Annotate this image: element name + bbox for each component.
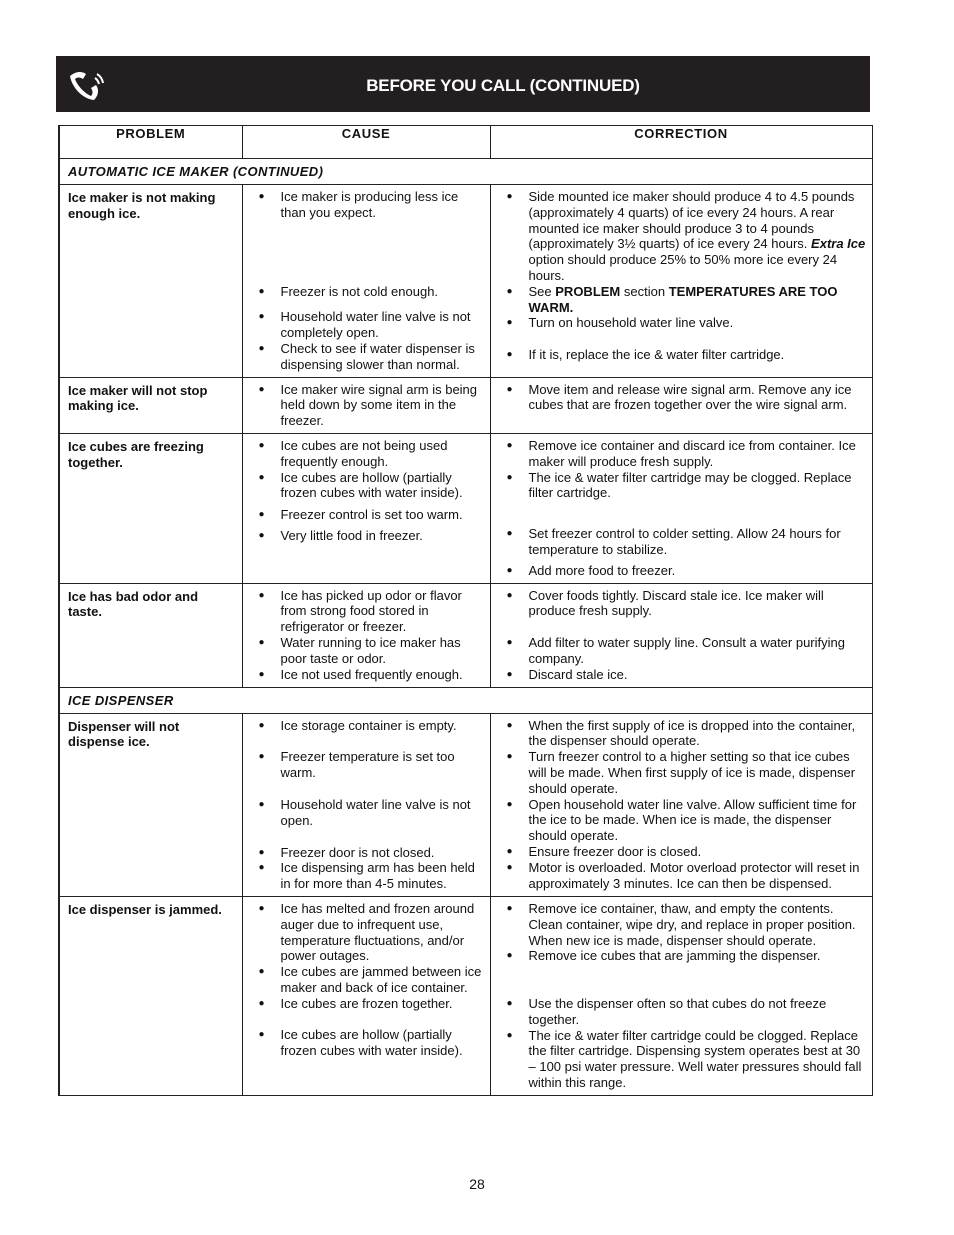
table-row [59,377,872,433]
item-text-content: Ice cubes are hollow (partially frozen cubes with water inside). [280,469,463,501]
item-text-content: Ice storage container is empty. [280,717,457,733]
cause-cell [242,896,490,1095]
bullet-icon: ● [506,719,513,731]
item-text [281,964,484,996]
cause-item [243,860,484,892]
item-text-content: Discard stale ice. [528,666,628,682]
item-text-content: Freezer door is not closed. [280,844,435,860]
cause-item [243,507,484,523]
item-text [529,588,866,620]
item-text [529,470,866,502]
bullet-icon: ● [506,950,513,962]
item-text-content: Ice cubes are hollow (partially frozen cubes with water inside). [280,1027,463,1059]
section-row [59,687,872,713]
bullet-icon: ● [506,902,513,914]
item-text-content: The ice & water filter cartridge may be clogged. Replace filter cartridge. [528,469,852,501]
correction-item [491,996,866,1028]
problem-reference: PROBLEM [555,283,621,299]
cause-item [243,284,484,300]
bullet-icon: ● [258,311,265,323]
cause-item [243,749,484,781]
cause-cell [242,377,490,433]
correction-cell [490,433,872,583]
item-text-content: Open household water line valve. Allow sufficient time for the ice to be made. When ice is made, the dispenser should operate. [528,796,857,844]
item-text [529,1028,866,1091]
bullet-icon: ● [506,798,513,810]
correction-cell [490,185,872,378]
item-text [529,948,866,964]
item-text-content: Ensure freezer door is closed. [528,843,702,859]
item-text [281,845,484,861]
cause-item [243,189,484,221]
bullet-icon: ● [258,862,265,874]
bullet-icon: ● [506,998,513,1010]
item-text [281,309,484,341]
item-text [529,563,866,579]
cause-item [243,667,484,683]
bullet-icon: ● [506,589,513,601]
correction-item [491,382,866,414]
item-text-content: Add filter to water supply line. Consult a water purifying company. [528,635,845,666]
correction-item [491,315,866,331]
item-text-content: Side mounted ice maker should produce 4 to 4.5 pounds (approximately 4 quarts) of ice every 24 hours. A rear mounted ice maker should produce 3 to 4 pounds (approximately 3½ quarts) of ice every 24 hours. [528,189,855,252]
item-text [529,189,866,284]
table-row [59,713,872,896]
item-text-content: Ice cubes are jammed between ice maker and back of ice container. [280,964,482,995]
item-text-content: Move item and release wire signal arm. Remove any ice cubes that are frozen together over the wire signal arm. [528,381,852,413]
item-text-content: Ice cubes are not being used frequently enough. [280,437,448,469]
bullet-icon: ● [258,997,265,1009]
item-text-mid: section [623,283,666,299]
correction-item [491,718,866,750]
cause-item [243,901,484,964]
item-text [281,382,484,429]
item-text [281,189,484,221]
bullet-icon: ● [506,383,513,395]
table-row [59,583,872,687]
item-text-content: Check to see if water dispenser is dispensing slower than normal. [280,340,475,372]
item-text [529,844,866,860]
bullet-icon: ● [506,861,513,873]
header-banner [56,56,870,112]
bullet-icon: ● [506,637,513,649]
item-text-content: Ice maker is producing less ice than you expect. [280,189,459,220]
column-header-problem: PROBLEM [59,126,242,159]
troubleshooting-table [58,125,873,1096]
bullet-icon: ● [506,285,513,297]
column-header-correction: CORRECTION [490,126,872,159]
page-number: 28 [469,1176,485,1192]
correction-item [491,635,866,667]
bullet-icon: ● [506,668,513,680]
table-row [59,185,872,378]
correction-cell [490,377,872,433]
cause-item [243,718,484,734]
table-body [59,159,872,1096]
item-text [529,797,866,844]
extra-ice-option: Extra Ice [811,236,866,252]
problem-cell: Ice maker will not stop making ice. [59,377,242,433]
bullet-icon: ● [258,1029,265,1041]
item-text [281,1027,484,1059]
bullet-icon: ● [506,564,513,576]
correction-cell [490,713,872,896]
item-text [281,528,484,544]
bullet-icon: ● [258,471,265,483]
cause-item [243,1027,484,1059]
bullet-icon: ● [258,285,265,297]
bullet-icon: ● [258,668,265,680]
correction-item [491,667,866,683]
correction-item [491,563,866,579]
item-text [281,635,484,667]
problem-cell: Ice cubes are freezing together. [59,433,242,583]
item-text-content: Freezer control is set too warm. [280,507,463,523]
cause-item [243,341,484,373]
bullet-icon: ● [506,439,513,451]
bullet-icon: ● [258,751,265,763]
item-text [529,438,866,470]
item-text-content: Ice has melted and frozen around auger due to infrequent use, temperature fluctuations, and/or power outages. [280,900,475,964]
item-text [281,438,484,470]
bullet-icon: ● [258,191,265,202]
item-text-content: Remove ice container and discard ice from container. Ice maker will produce fresh supply. [528,437,856,469]
problem-cell: Dispenser will not dispense ice. [59,713,242,896]
item-text [281,797,484,829]
cause-item [243,588,484,635]
item-text [281,996,484,1012]
item-text [529,749,866,796]
correction-cell [490,583,872,687]
cause-item [243,964,484,996]
item-text-content: Turn on household water line valve. [528,315,734,331]
column-header-cause: CAUSE [242,126,490,159]
item-text [529,347,866,363]
cause-item [243,309,484,341]
item-text-content: Cover foods tightly. Discard stale ice. Ice maker will produce fresh supply. [528,587,824,619]
item-text-content: Ice maker wire signal arm is being held down by some item in the freezer. [280,381,478,429]
item-text [529,526,866,558]
item-text [529,860,866,892]
item-text [529,996,866,1028]
item-text-content: Set freezer control to colder setting. Allow 24 hours for temperature to stabilize. [528,526,841,557]
cause-item [243,438,484,470]
item-text-content: See [528,283,552,299]
cause-item [243,470,484,502]
correction-item [491,347,866,363]
problem-cell: Ice dispenser is jammed. [59,896,242,1095]
correction-item [491,1028,866,1091]
section-row [59,159,872,185]
correction-item [491,948,866,964]
bullet-icon: ● [258,529,265,541]
table-header-row [59,126,872,159]
item-text [529,635,866,667]
correction-item [491,284,866,316]
bullet-icon: ● [506,845,513,857]
cause-item [243,797,484,829]
item-text-tail: option should produce 25% to 50% more ice every 24 hours. [528,252,838,283]
section-title: AUTOMATIC ICE MAKER (CONTINUED) [59,159,872,185]
correction-item [491,749,866,796]
bullet-icon: ● [258,342,265,354]
item-text-content: The ice & water filter cartridge could be clogged. Replace the filter cartridge. Dispensing system operates best at 30 – 100 psi water pressure. Well water pressures should fall within this range. [528,1027,862,1091]
bullet-icon: ● [258,636,265,648]
page-title: BEFORE YOU CALL (CONTINUED) [366,76,640,95]
item-text [281,507,484,523]
correction-item [491,844,866,860]
table-row [59,896,872,1095]
item-text [281,749,484,781]
cause-cell [242,583,490,687]
problem-cell: Ice has bad odor and taste. [59,583,242,687]
correction-item [491,588,866,620]
item-text [281,901,484,964]
correction-cell [490,896,872,1095]
bullet-icon: ● [258,798,265,810]
item-text-content: Ice cubes are frozen together. [280,995,453,1011]
correction-item [491,189,866,284]
item-text [281,341,484,373]
item-text-content: Ice dispensing arm has been held in for more than 4-5 minutes. [280,860,475,892]
item-text-content: Household water line valve is not completely open. [280,309,471,341]
item-text-content: Use the dispenser often so that cubes do not freeze together. [528,996,827,1027]
correction-item [491,526,866,558]
cause-item [243,996,484,1012]
bullet-icon: ● [506,471,513,483]
correction-item [491,901,866,948]
item-text [281,860,484,892]
item-text-content: Remove ice cubes that are jamming the dispenser. [528,948,821,964]
bullet-icon: ● [258,383,265,395]
item-text [281,588,484,635]
cause-item [243,528,484,544]
item-text [281,470,484,502]
item-text-content: Household water line valve is not open. [280,796,471,828]
item-text-content: Freezer is not cold enough. [280,283,439,299]
bullet-icon: ● [258,439,265,451]
item-text-content: Motor is overloaded. Motor overload protector will reset in approximately 3 minutes. Ice can then be dispensed. [528,859,860,891]
item-text-content: If it is, replace the ice & water filter cartridge. [528,347,785,363]
bullet-icon: ● [258,902,265,914]
item-text-content: Ice has picked up odor or flavor from strong food stored in refrigerator or freezer. [280,587,462,635]
bullet-icon: ● [258,719,265,731]
bullet-icon: ● [258,589,265,601]
table-row [59,433,872,583]
item-text [281,718,484,734]
item-text-content: Very little food in freezer. [280,527,423,543]
cause-cell [242,185,490,378]
section-reference: TEMPERATURES ARE TOO WARM. [528,283,838,315]
item-text-content: Ice not used frequently enough. [280,666,463,682]
item-text-content: Add more food to freezer. [528,562,676,578]
item-text-content: Water running to ice maker has poor taste or odor. [280,634,461,666]
item-text [529,315,866,331]
section-title: ICE DISPENSER [59,687,872,713]
item-text-content: Turn freezer control to a higher setting so that ice cubes will be made. When first supply of ice is made, dispenser should operate. [528,749,856,796]
item-text [281,667,484,683]
item-text [529,667,866,683]
item-text-content: Freezer temperature is set too warm. [280,749,455,781]
correction-item [491,797,866,844]
item-text [529,718,866,750]
bullet-icon: ● [506,317,513,329]
item-text-content: When the first supply of ice is dropped into the container, the dispenser should operate. [528,717,856,749]
bullet-icon: ● [506,349,513,361]
bullet-icon: ● [258,846,265,858]
item-text [529,901,866,948]
cause-item [243,845,484,861]
cause-cell [242,433,490,583]
bullet-icon: ● [258,509,265,521]
correction-item [491,438,866,470]
cause-item [243,382,484,429]
item-text [529,284,866,316]
bullet-icon: ● [506,528,513,540]
cause-cell [242,713,490,896]
item-text-content: Remove ice container, thaw, and empty the contents. Clean container, wipe dry, and replace in proper position. When new ice is made, dispenser should operate. [528,900,856,948]
bullet-icon: ● [506,191,513,202]
problem-cell: Ice maker is not making enough ice. [59,185,242,378]
correction-item [491,470,866,502]
bullet-icon: ● [258,966,265,978]
correction-item [491,860,866,892]
item-text [281,284,484,300]
bullet-icon: ● [506,751,513,763]
item-text [529,382,866,414]
bullet-icon: ● [506,1029,513,1041]
cause-item [243,635,484,667]
